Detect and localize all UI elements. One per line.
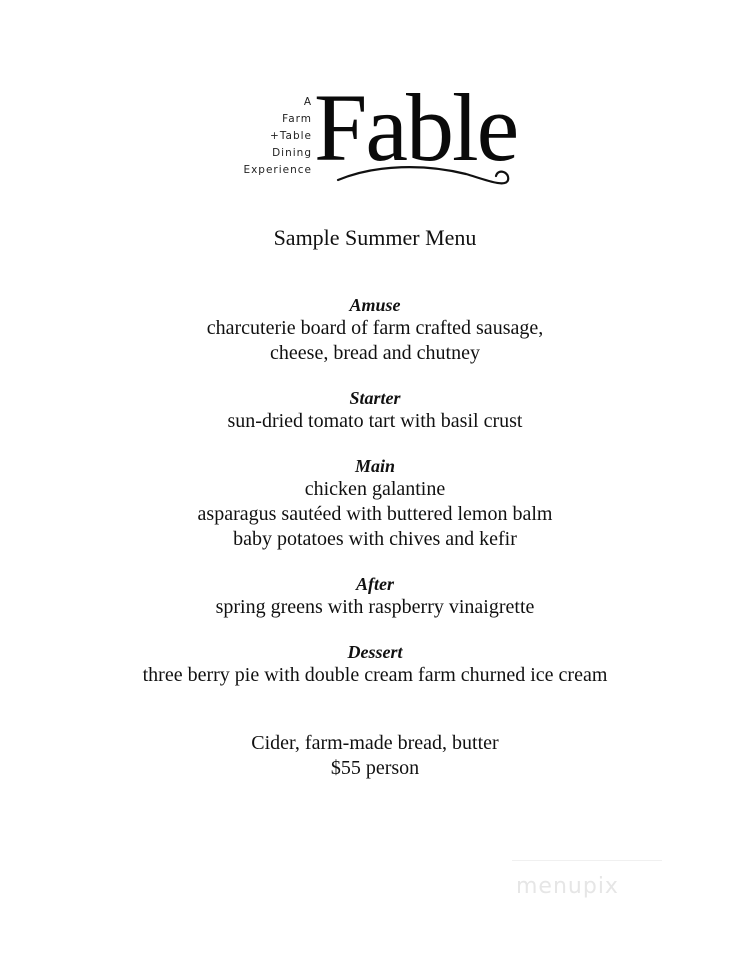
menu-section-after [0,573,750,620]
watermark-divider [512,860,662,861]
tagline-line: Farm [282,113,312,125]
dish-line: chicken galantine [304,478,446,500]
dish-line: cheese, bread and chutney [270,342,480,364]
section-heading: Starter [349,388,401,408]
dish-line: baby potatoes with chives and kefir [233,528,517,550]
menu-closing [0,731,750,781]
dish-line: sun-dried tomato tart with basil crust [227,410,523,432]
section-heading: After [356,574,394,594]
menu-section-amuse [0,294,750,366]
section-heading: Amuse [349,295,401,315]
tagline-line: +Table [270,130,312,142]
dish-line: charcuterie board of farm crafted sausage, [206,317,544,339]
restaurant-logo [236,74,518,198]
menu-section-starter [0,387,750,434]
price: $55 person [330,757,420,779]
tagline-line: Experience [243,164,312,176]
tagline-line: Dining [272,147,312,159]
logo-wordmark: Fable [314,74,518,181]
dish-line: three berry pie with double cream farm churned ice cream [142,664,608,686]
dish-line: asparagus sautéed with buttered lemon balm [197,503,553,525]
closing-line: Cider, farm-made bread, butter [251,732,499,754]
section-heading: Main [354,456,396,476]
tagline-line: A [303,96,312,108]
dish-line: spring greens with raspberry vinaigrette [215,596,535,618]
menu-sections [0,294,750,709]
section-heading: Dessert [347,642,403,662]
menu-section-dessert [0,641,750,688]
logo-tagline [236,94,312,179]
menu-section-main [0,455,750,552]
menu-title: Sample Summer Menu [273,225,477,250]
swash-flourish-icon [336,150,516,198]
watermark: menupix [516,874,619,899]
